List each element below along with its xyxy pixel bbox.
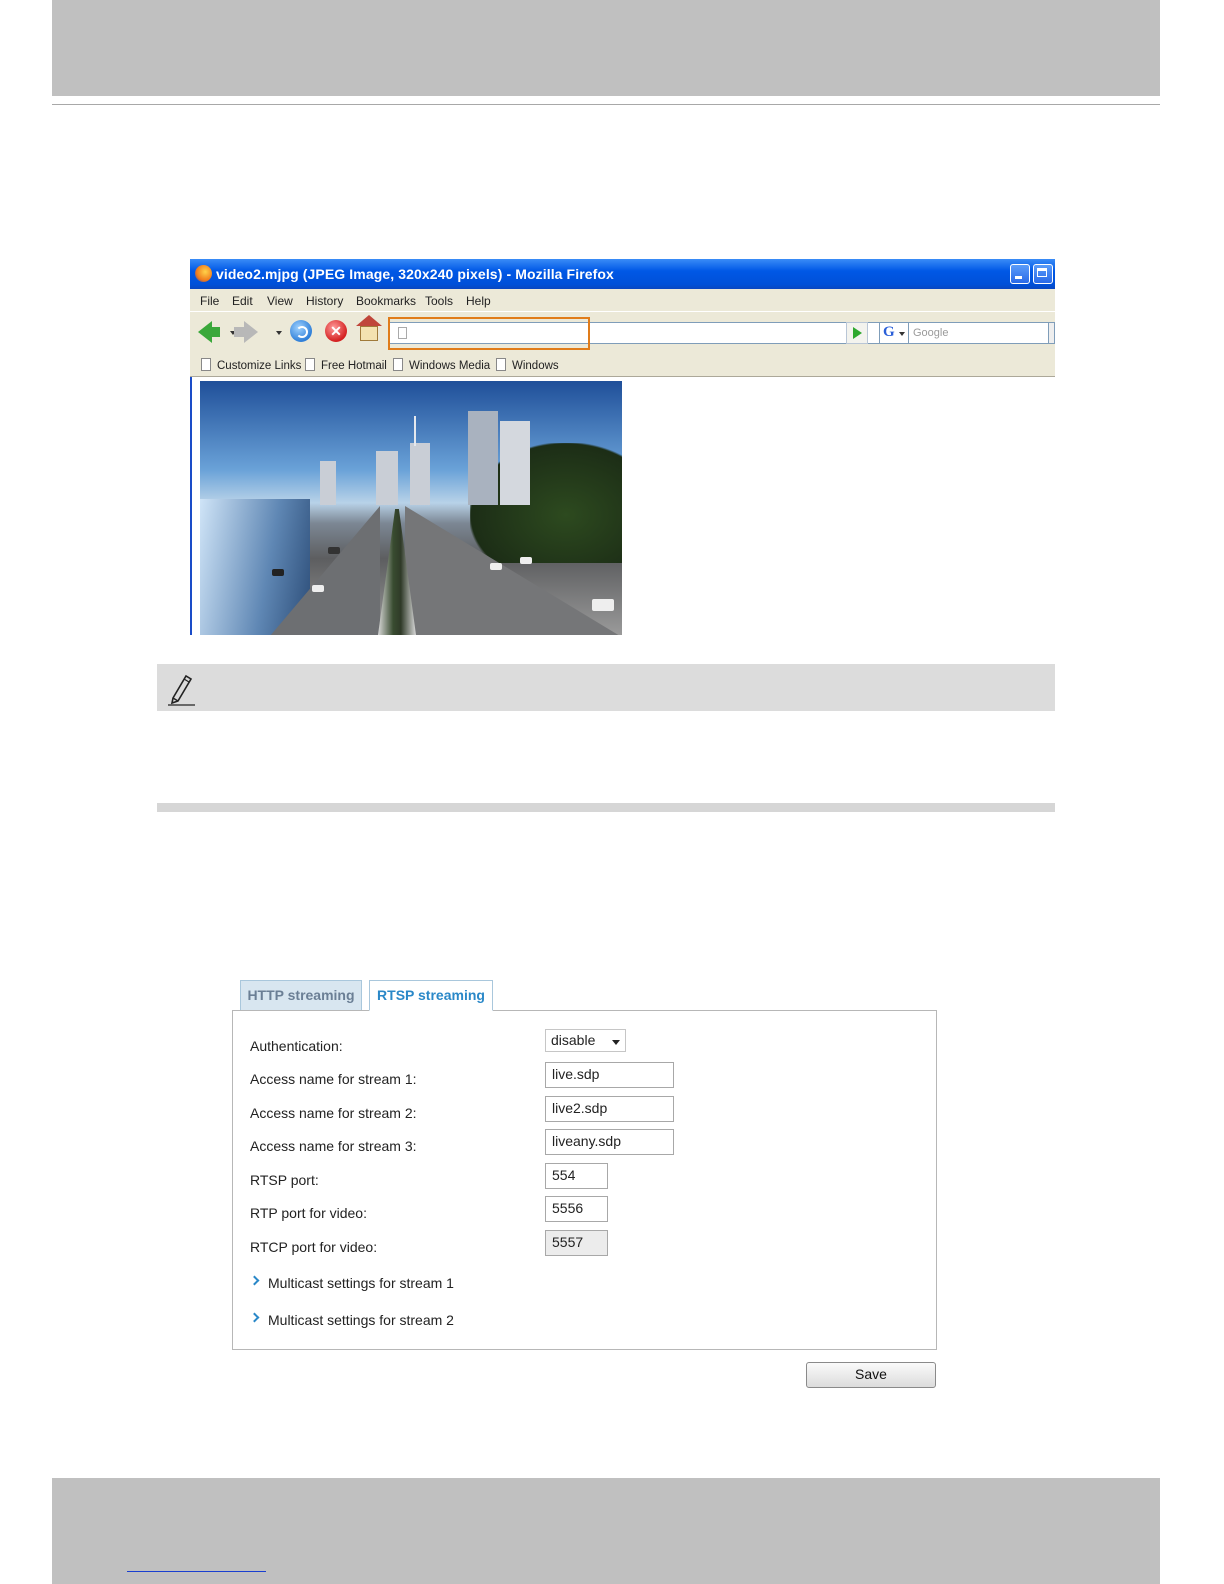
video-building — [376, 451, 398, 505]
menu-tools[interactable]: Tools — [425, 294, 454, 308]
stream3-access-input[interactable]: liveany.sdp — [545, 1129, 674, 1155]
firefox-window — [190, 259, 1055, 635]
google-icon: G — [883, 324, 895, 340]
tab-http-streaming[interactable]: HTTP streaming — [240, 980, 362, 1010]
search-icon[interactable] — [1048, 322, 1055, 344]
authentication-select[interactable] — [545, 1029, 626, 1052]
bookmark-page-icon — [201, 358, 211, 371]
bookmark-label: Windows — [512, 360, 559, 372]
tab-rtsp-streaming[interactable]: RTSP streaming — [369, 980, 493, 1011]
stop-icon[interactable]: ✕ — [325, 320, 347, 342]
save-button[interactable]: Save — [806, 1362, 936, 1388]
rtsp-port-label: RTSP port: — [250, 1172, 319, 1188]
window-titlebar — [190, 259, 1055, 289]
url-highlight-box — [388, 317, 590, 350]
chevron-right-icon — [250, 1312, 260, 1326]
header-divider — [52, 104, 1160, 105]
pencil-note-icon — [165, 670, 195, 706]
video-car — [328, 547, 340, 554]
footer-link-underline[interactable] — [127, 1571, 266, 1572]
multicast-stream2-label: Multicast settings for stream 2 — [268, 1312, 454, 1328]
multicast-stream2-toggle[interactable] — [250, 1312, 454, 1328]
forward-arrow-icon[interactable] — [244, 321, 258, 343]
stream2-access-label: Access name for stream 2: — [250, 1105, 417, 1121]
section-divider — [157, 803, 1055, 812]
multicast-stream1-label: Multicast settings for stream 1 — [268, 1275, 454, 1291]
bookmark-page-icon — [393, 358, 403, 371]
note-bar — [157, 664, 1055, 711]
search-input[interactable]: Google — [909, 322, 1049, 344]
firefox-logo-icon — [195, 265, 212, 282]
authentication-label: Authentication: — [250, 1038, 343, 1054]
video-car — [490, 563, 502, 570]
menu-bookmarks[interactable]: Bookmarks — [356, 294, 417, 308]
video-car — [272, 569, 284, 576]
video-road-right — [405, 506, 620, 635]
video-antenna — [414, 416, 416, 446]
bookmark-label: Free Hotmail — [321, 360, 387, 372]
video-building — [410, 443, 430, 505]
menu-history[interactable]: History — [306, 294, 344, 308]
browser-content-area — [190, 377, 1055, 635]
bookmark-windows[interactable] — [496, 358, 559, 374]
page-header-band — [52, 0, 1160, 96]
navigation-toolbar — [190, 311, 1055, 355]
bookmark-label: Windows Media — [409, 360, 491, 372]
chevron-down-icon — [612, 1040, 620, 1045]
menu-edit[interactable]: Edit — [232, 294, 253, 308]
stream1-access-label: Access name for stream 1: — [250, 1071, 417, 1087]
live-video-image — [200, 381, 622, 635]
home-icon[interactable] — [360, 326, 378, 341]
minimize-icon[interactable] — [1010, 264, 1030, 284]
video-road-left — [270, 506, 380, 635]
forward-history-dropdown-icon[interactable] — [276, 331, 282, 335]
bookmark-free-hotmail[interactable] — [305, 358, 387, 374]
chevron-right-icon — [250, 1275, 260, 1289]
bookmark-label: Customize Links — [217, 360, 302, 372]
stream3-access-label: Access name for stream 3: — [250, 1138, 417, 1154]
video-building — [500, 421, 530, 505]
rtcp-port-label: RTCP port for video: — [250, 1239, 378, 1255]
video-building — [320, 461, 336, 505]
multicast-stream1-toggle[interactable] — [250, 1275, 454, 1291]
bookmark-customize-links[interactable] — [201, 358, 301, 374]
rtsp-port-input[interactable]: 554 — [545, 1163, 608, 1189]
stream2-access-input[interactable]: live2.sdp — [545, 1096, 674, 1122]
video-car — [520, 557, 532, 564]
rtp-port-label: RTP port for video: — [250, 1205, 367, 1221]
menu-file[interactable]: File — [200, 294, 220, 308]
page-footer-band — [52, 1478, 1160, 1584]
reload-icon[interactable] — [290, 320, 312, 342]
video-car — [312, 585, 324, 592]
rtcp-port-input: 5557 — [545, 1230, 608, 1256]
bookmark-page-icon — [496, 358, 506, 371]
maximize-icon[interactable] — [1033, 264, 1053, 284]
bookmark-windows-media[interactable] — [393, 358, 490, 374]
rtp-port-input[interactable]: 5556 — [545, 1196, 608, 1222]
authentication-value: disable — [551, 1032, 596, 1048]
stream1-access-input[interactable]: live.sdp — [545, 1062, 674, 1088]
go-icon[interactable] — [846, 322, 868, 344]
video-car — [592, 599, 614, 611]
back-arrow-icon[interactable] — [198, 321, 212, 343]
menu-bar — [190, 289, 1055, 311]
window-title: video2.mjpg (JPEG Image, 320x240 pixels) - Mozilla Firefox — [216, 266, 614, 282]
video-building — [468, 411, 498, 505]
bookmark-page-icon — [305, 358, 315, 371]
bookmarks-toolbar — [190, 355, 1055, 377]
search-engine-selector[interactable] — [879, 322, 909, 344]
menu-view[interactable]: View — [267, 294, 293, 308]
menu-help[interactable]: Help — [466, 294, 491, 308]
